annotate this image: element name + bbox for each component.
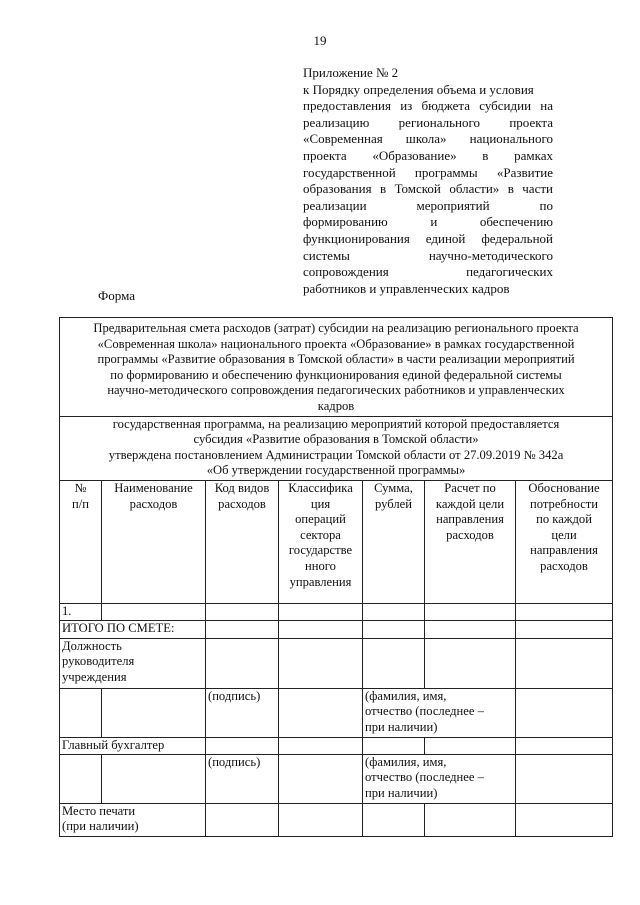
program-info [60, 416, 613, 480]
head-signature-row [60, 688, 613, 737]
signature-caption: (подпись) [206, 754, 279, 803]
title-line: программы «Развитие образования в Томской области» в части реализации мероприятий [97, 352, 575, 367]
table-cell [516, 754, 613, 803]
fio-caption [363, 754, 516, 803]
header-num [60, 480, 102, 603]
program-row [60, 416, 613, 480]
stamp-label [60, 803, 206, 836]
table-cell [279, 803, 363, 836]
appendix-line: Приложение № 2 [303, 65, 399, 80]
appendix-line: работников и управленческих кадров [303, 280, 510, 296]
header-text: государстве [288, 543, 353, 558]
title-line: научно-методического сопровождения педагогических работников и управленческих [107, 383, 565, 398]
header-text: расходов [129, 496, 178, 511]
accountant-row [60, 737, 613, 754]
table-cell [279, 620, 363, 638]
header-text: п/п [72, 496, 89, 511]
appendix-line: проекта «Образование» в рамках [303, 147, 553, 163]
table-cell [279, 754, 363, 803]
table-cell [102, 603, 206, 620]
table-cell [363, 803, 425, 836]
header-text: направления [530, 543, 598, 558]
label-text: Должность [62, 638, 122, 653]
table-cell [279, 638, 363, 688]
table-cell [279, 737, 363, 754]
table-cell [102, 754, 206, 803]
appendix-line: реализацию регионального проекта [303, 114, 553, 130]
header-text: операций [295, 512, 346, 527]
header-sum [363, 480, 425, 603]
header-text: цели [551, 527, 577, 542]
table-cell [516, 620, 613, 638]
header-text: сектора [300, 527, 341, 542]
header-text: потребности [530, 496, 599, 511]
appendix-line: реализации мероприятий по [303, 197, 553, 213]
appendix-line: предоставления из бюджета субсидии на [303, 98, 553, 114]
header-code [206, 480, 279, 603]
table-cell [102, 688, 206, 737]
header-text: расходов [540, 558, 588, 573]
table-cell [279, 603, 363, 620]
row-number: 1. [60, 603, 102, 620]
table-cell [363, 737, 425, 754]
table-cell [60, 754, 102, 803]
header-text: ция [310, 496, 331, 511]
table-row [60, 603, 613, 620]
table-cell [425, 737, 516, 754]
chief-accountant-label: Главный бухгалтер [60, 737, 206, 754]
label-text: Место печати [62, 803, 136, 818]
caption-text: при наличии) [365, 785, 438, 800]
caption-text: при наличии) [365, 719, 438, 734]
total-row [60, 620, 613, 638]
table-cell [425, 638, 516, 688]
program-line: «Об утверждении государственной программы» [206, 463, 466, 478]
label-text: (при наличии) [62, 819, 139, 834]
table-cell [206, 737, 279, 754]
title-line: кадров [317, 398, 355, 413]
table-cell [363, 603, 425, 620]
appendix-line: сопровождения педагогических [303, 264, 553, 280]
header-text: № [74, 480, 87, 495]
page-number: 19 [313, 33, 327, 48]
caption-text: отчество (последнее – [365, 704, 484, 719]
table-cell [516, 688, 613, 737]
table-cell [516, 803, 613, 836]
table-cell [60, 688, 102, 737]
header-text: каждой цели [435, 496, 505, 511]
caption-text: (фамилия, имя, [365, 688, 447, 703]
program-line: утверждена постановлением Администрации Томской области от 27.09.2019 № 342а [108, 447, 564, 462]
fio-caption [363, 688, 516, 737]
header-calc [425, 480, 516, 603]
header-text: расходов [218, 496, 266, 511]
table-cell [206, 620, 279, 638]
program-line: субсидия «Развитие образования в Томской области» [193, 432, 479, 447]
estimate-table [59, 317, 613, 837]
head-position-row [60, 638, 613, 688]
label-text: руководителя [62, 654, 135, 669]
table-cell [206, 638, 279, 688]
header-text: расходов [446, 527, 494, 542]
appendix-line: государственной программы «Развитие [303, 164, 553, 180]
header-text: Код видов [214, 480, 270, 495]
caption-text: отчество (последнее – [365, 770, 484, 785]
appendix-line: системы научно-методического [303, 247, 553, 263]
head-position-label [60, 638, 206, 688]
header-text: Наименование [114, 480, 193, 495]
appendix-block [303, 65, 553, 297]
header-text: по каждой [536, 512, 592, 527]
header-text: нного [305, 558, 336, 573]
table-cell [516, 603, 613, 620]
label-text: учреждения [62, 669, 127, 684]
appendix-line: к Порядку определения объема и условия [303, 81, 534, 97]
header-text: рублей [375, 496, 412, 511]
signature-caption: (подпись) [206, 688, 279, 737]
title-line: Предварительная смета расходов (затрат) субсидии на реализацию регионального проекта [93, 321, 579, 335]
appendix-line: образования в Томской области» в части [303, 181, 553, 197]
header-name [102, 480, 206, 603]
title-line: по формированию и обеспечению функционирования единой федеральной системы [110, 367, 562, 382]
stamp-row [60, 803, 613, 836]
estimate-title [60, 318, 613, 417]
title-line: «Современная школа» национального проекта «Образование» в рамках государственной [97, 336, 575, 351]
header-classification [279, 480, 363, 603]
table-cell [363, 638, 425, 688]
table-cell [363, 620, 425, 638]
table-cell [516, 737, 613, 754]
appendix-line: формированию и обеспечению [303, 214, 553, 230]
header-row [60, 480, 613, 603]
header-text: направления [436, 512, 504, 527]
table-cell [206, 803, 279, 836]
table-cell [425, 603, 516, 620]
header-text: Классифика [288, 480, 353, 495]
table-cell [516, 638, 613, 688]
table-cell [279, 688, 363, 737]
total-label: ИТОГО ПО СМЕТЕ: [60, 620, 206, 638]
header-text: Сумма, [374, 480, 413, 495]
program-line: государственная программа, на реализацию мероприятий которой предоставляется [112, 416, 560, 431]
table-cell [206, 603, 279, 620]
title-row [60, 318, 613, 417]
accountant-signature-row [60, 754, 613, 803]
header-text: Обоснование [528, 480, 600, 495]
header-basis [516, 480, 613, 603]
table-cell [425, 803, 516, 836]
header-text: управления [289, 574, 352, 589]
appendix-line: «Современная школа» национального [303, 131, 553, 147]
appendix-line: функционирования единой федеральной [303, 230, 553, 246]
form-label: Форма [98, 288, 135, 303]
caption-text: (фамилия, имя, [365, 754, 447, 769]
header-text: Расчет по [444, 480, 496, 495]
table-cell [425, 620, 516, 638]
